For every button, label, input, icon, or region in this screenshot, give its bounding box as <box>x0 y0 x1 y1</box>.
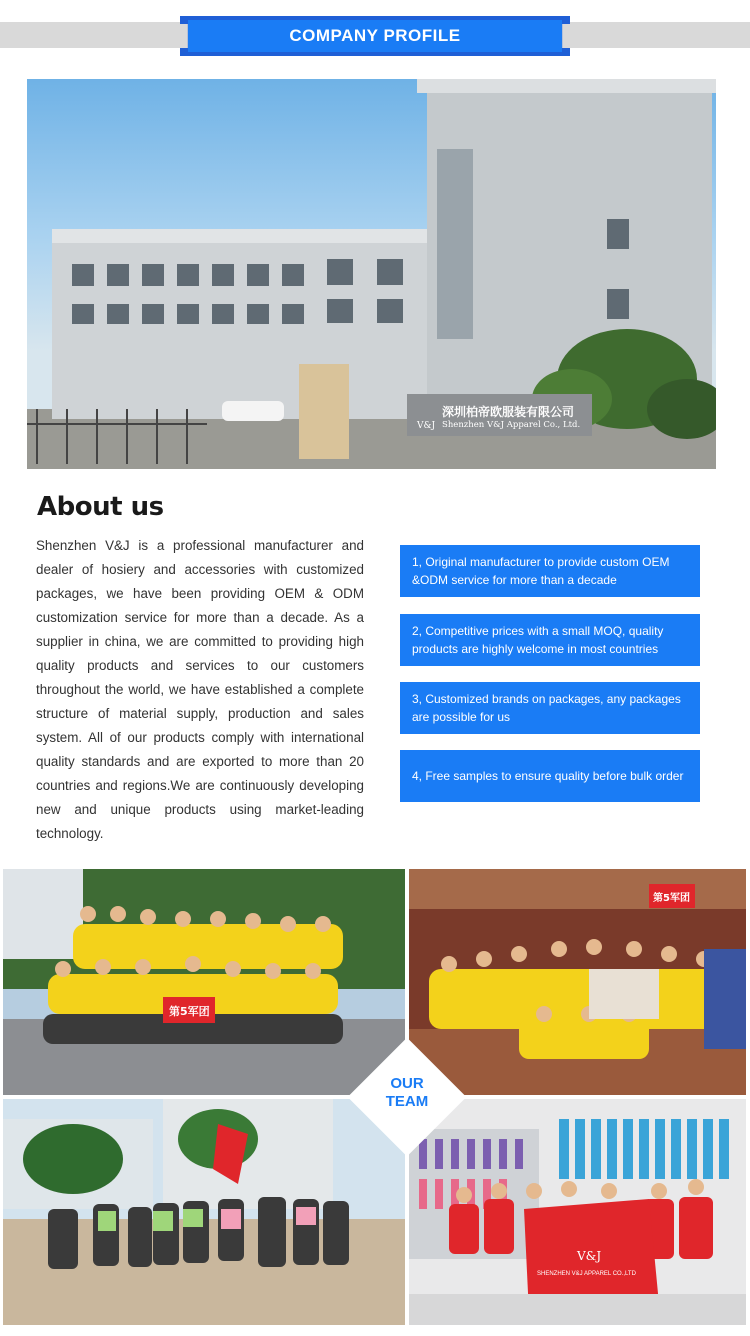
our-team-label <box>365 1075 449 1111</box>
company-sign-logo: V&J <box>417 421 436 431</box>
company-sign-chinese: 深圳柏帝欧服装有限公司 <box>442 405 575 419</box>
page-title: COMPANY PROFILE <box>188 20 562 52</box>
feature-box-4 <box>400 750 700 802</box>
factory-building-photo <box>27 79 716 469</box>
team-photo-showroom <box>409 1099 746 1325</box>
team-photo-showroom-illustration <box>409 1099 746 1325</box>
feature-text: 2, Competitive prices with a small MOQ, quality products are highly welcome in most countries <box>412 624 664 656</box>
feature-text: 3, Customized brands on packages, any packages are possible for us <box>412 692 681 724</box>
team-sign-1: 第5军团 <box>169 1005 210 1018</box>
team-photo-beach <box>3 1099 405 1325</box>
flag-logo: V&J <box>577 1249 602 1263</box>
about-description: Shenzhen V&J is a professional manufacturer and dealer of hosiery and accessories with customized packages, we have been providing OEM & ODM customization service for more than a decade. As a supplier in china, we are committed to providing high quality products and services to our customers throughout the world, we have established a complete structure of material supply, production and sales system. All of our products comply with international quality standards and are exported to more than 20 countries and regions.We are continuously developing new and unique products using market-leading technology. <box>36 538 364 841</box>
team-photo-outdoor-illustration <box>3 869 405 1095</box>
feature-text: 1, Original manufacturer to provide custom OEM &ODM service for more than a decade <box>412 555 670 587</box>
our-team-label-line2: TEAM <box>385 1093 429 1110</box>
team-sign-2: 第5军团 <box>653 893 690 904</box>
company-sign-english: Shenzhen V&J Apparel Co., Ltd. <box>442 420 581 430</box>
factory-building-illustration <box>27 79 716 469</box>
feature-box-1 <box>400 545 700 597</box>
team-photo-indoor <box>409 869 746 1095</box>
our-team-label-line1: OUR <box>390 1075 424 1092</box>
team-photo-outdoor <box>3 869 405 1095</box>
flag-company-text: SHENZHEN V&J APPAREL CO.,LTD <box>537 1271 636 1277</box>
feature-text: 4, Free samples to ensure quality before bulk order <box>412 769 684 783</box>
about-heading: About us <box>37 492 164 522</box>
team-photo-beach-illustration <box>3 1099 405 1325</box>
feature-box-3 <box>400 682 700 734</box>
team-photo-indoor-illustration <box>409 869 746 1095</box>
feature-box-2 <box>400 614 700 666</box>
